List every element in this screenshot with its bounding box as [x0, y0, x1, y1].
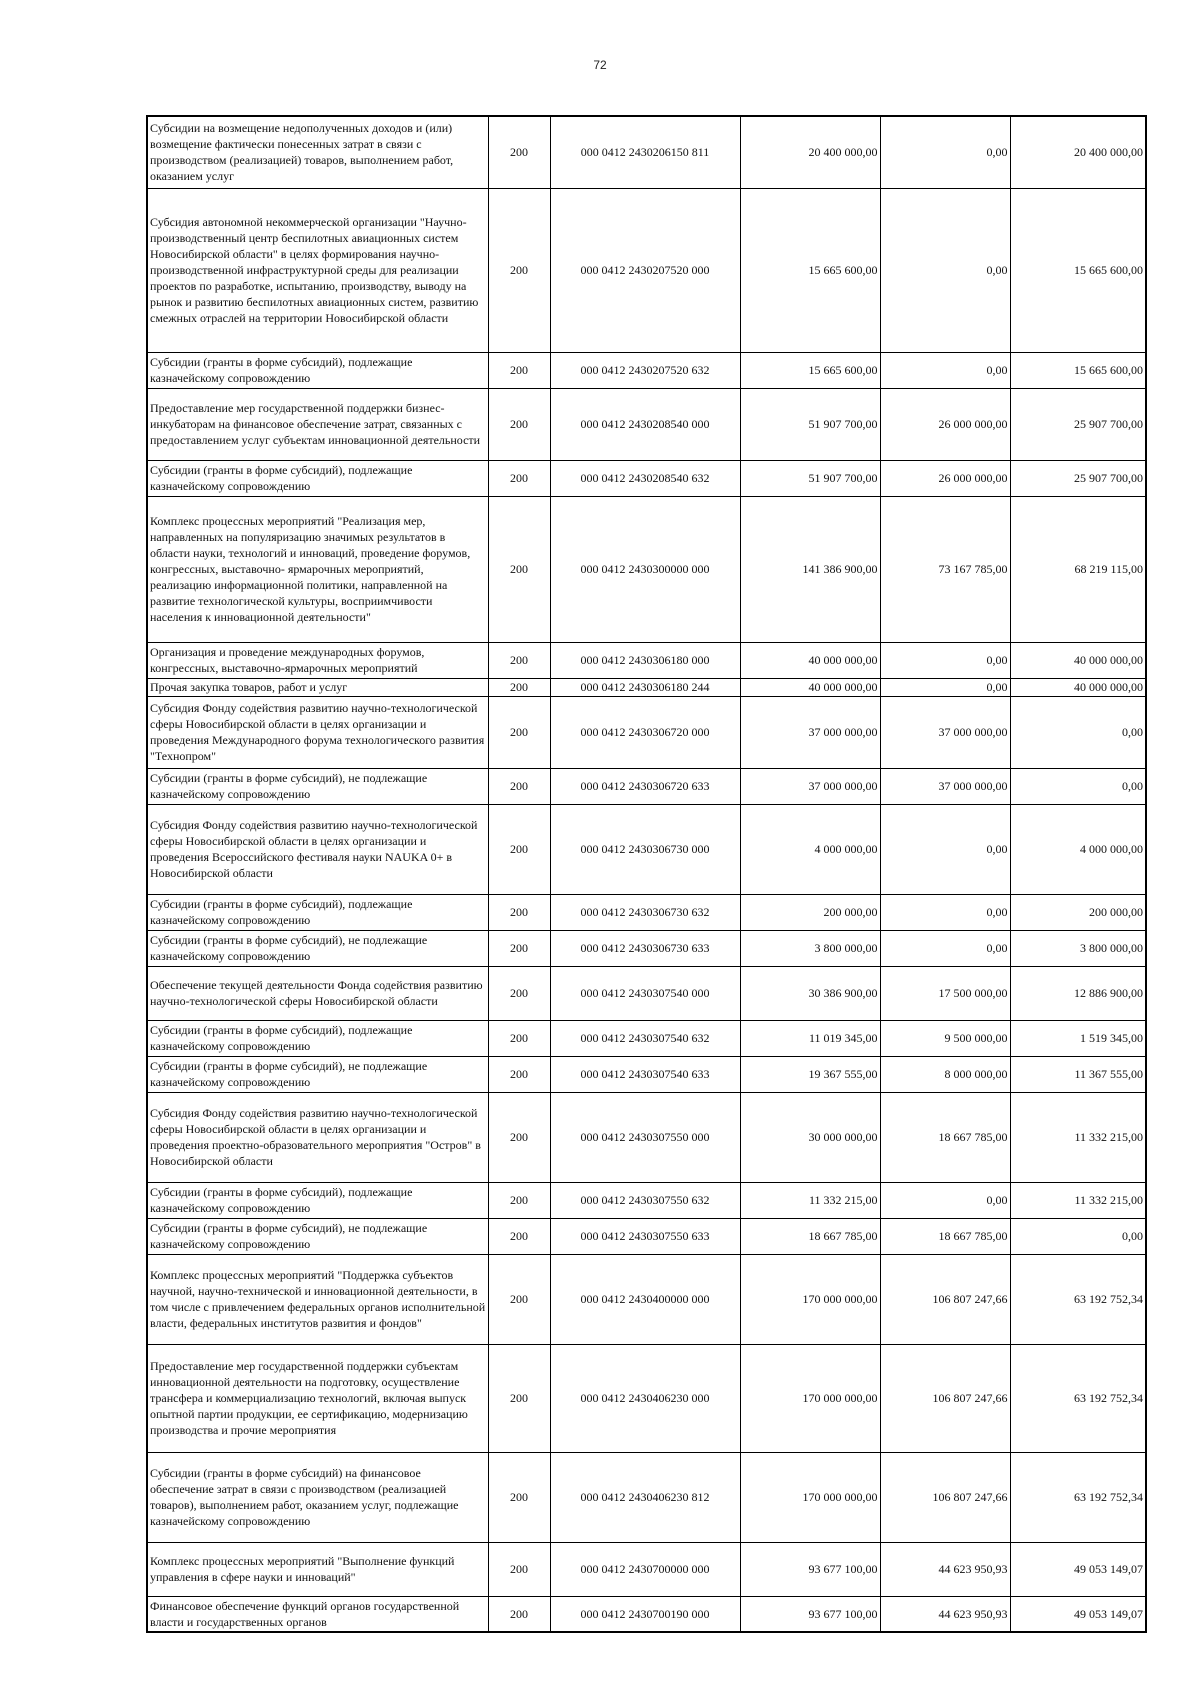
- row-approved-cell: 37 000 000,00: [740, 696, 880, 768]
- row-executed-cell: 0,00: [880, 894, 1010, 930]
- row-kbk-cell: 000 0412 2430206150 811: [550, 116, 740, 188]
- row-remaining-cell: 40 000 000,00: [1010, 642, 1146, 678]
- row-executed-cell: 106 807 247,66: [880, 1452, 1010, 1542]
- row-remaining-cell: 49 053 149,07: [1010, 1596, 1146, 1632]
- row-remaining-cell: 63 192 752,34: [1010, 1254, 1146, 1344]
- row-code-cell: 200: [488, 1020, 550, 1056]
- table-row: [147, 496, 1146, 642]
- row-executed-cell: 0,00: [880, 642, 1010, 678]
- row-kbk-cell: 000 0412 2430306720 000: [550, 696, 740, 768]
- row-remaining-cell: 11 332 215,00: [1010, 1092, 1146, 1182]
- table-row: [147, 388, 1146, 460]
- table-row: [147, 1182, 1146, 1218]
- row-executed-cell: 106 807 247,66: [880, 1344, 1010, 1452]
- row-approved-cell: 30 386 900,00: [740, 966, 880, 1020]
- row-approved-cell: 141 386 900,00: [740, 496, 880, 642]
- row-name-cell: Субсидии (гранты в форме субсидий), подлежащие казначейскому сопровождению: [147, 460, 488, 496]
- row-code-cell: 200: [488, 894, 550, 930]
- row-name-cell: Финансовое обеспечение функций органов государственной власти и государственных органов: [147, 1596, 488, 1632]
- row-kbk-cell: 000 0412 2430307550 632: [550, 1182, 740, 1218]
- row-remaining-cell: 0,00: [1010, 768, 1146, 804]
- row-code-cell: 200: [488, 352, 550, 388]
- row-approved-cell: 30 000 000,00: [740, 1092, 880, 1182]
- row-executed-cell: 73 167 785,00: [880, 496, 1010, 642]
- table-row: [147, 188, 1146, 352]
- row-remaining-cell: 25 907 700,00: [1010, 460, 1146, 496]
- row-kbk-cell: 000 0412 2430307550 633: [550, 1218, 740, 1254]
- table-row: [147, 1218, 1146, 1254]
- table-row: [147, 966, 1146, 1020]
- row-name-cell: Субсидии (гранты в форме субсидий), не подлежащие казначейскому сопровождению: [147, 930, 488, 966]
- row-approved-cell: 51 907 700,00: [740, 460, 880, 496]
- row-remaining-cell: 25 907 700,00: [1010, 388, 1146, 460]
- row-executed-cell: 44 623 950,93: [880, 1596, 1010, 1632]
- row-kbk-cell: 000 0412 2430406230 812: [550, 1452, 740, 1542]
- row-code-cell: 200: [488, 696, 550, 768]
- row-kbk-cell: 000 0412 2430207520 000: [550, 188, 740, 352]
- row-executed-cell: 18 667 785,00: [880, 1092, 1010, 1182]
- row-code-cell: 200: [488, 1452, 550, 1542]
- row-kbk-cell: 000 0412 2430208540 000: [550, 388, 740, 460]
- row-code-cell: 200: [488, 460, 550, 496]
- table-row: [147, 1254, 1146, 1344]
- row-approved-cell: 11 019 345,00: [740, 1020, 880, 1056]
- row-code-cell: 200: [488, 930, 550, 966]
- row-executed-cell: 44 623 950,93: [880, 1542, 1010, 1596]
- row-remaining-cell: 0,00: [1010, 1218, 1146, 1254]
- row-approved-cell: 93 677 100,00: [740, 1596, 880, 1632]
- row-remaining-cell: 11 367 555,00: [1010, 1056, 1146, 1092]
- row-code-cell: 200: [488, 768, 550, 804]
- row-code-cell: 200: [488, 804, 550, 894]
- row-code-cell: 200: [488, 1182, 550, 1218]
- row-code-cell: 200: [488, 1344, 550, 1452]
- row-executed-cell: 9 500 000,00: [880, 1020, 1010, 1056]
- row-kbk-cell: 000 0412 2430400000 000: [550, 1254, 740, 1344]
- row-executed-cell: 0,00: [880, 116, 1010, 188]
- table-row: [147, 1092, 1146, 1182]
- row-kbk-cell: 000 0412 2430306180 244: [550, 678, 740, 696]
- row-approved-cell: 170 000 000,00: [740, 1254, 880, 1344]
- row-remaining-cell: 15 665 600,00: [1010, 352, 1146, 388]
- row-executed-cell: 0,00: [880, 930, 1010, 966]
- row-code-cell: 200: [488, 388, 550, 460]
- row-name-cell: Субсидии на возмещение недополученных доходов и (или) возмещение фактически понесенных затрат в связи с производством (реализацией) товаров, выполнением работ, оказанием услуг: [147, 116, 488, 188]
- row-kbk-cell: 000 0412 2430307550 000: [550, 1092, 740, 1182]
- row-kbk-cell: 000 0412 2430307540 633: [550, 1056, 740, 1092]
- row-kbk-cell: 000 0412 2430207520 632: [550, 352, 740, 388]
- table-row: [147, 1344, 1146, 1452]
- row-approved-cell: 51 907 700,00: [740, 388, 880, 460]
- row-remaining-cell: 3 800 000,00: [1010, 930, 1146, 966]
- row-executed-cell: 0,00: [880, 188, 1010, 352]
- row-name-cell: Субсидия Фонду содействия развитию научно-технологической сферы Новосибирской области в целях организации и проведения Международного форума технологического развития "Технопром": [147, 696, 488, 768]
- row-name-cell: Субсидии (гранты в форме субсидий), подлежащие казначейскому сопровождению: [147, 1182, 488, 1218]
- table-row: [147, 1020, 1146, 1056]
- row-approved-cell: 93 677 100,00: [740, 1542, 880, 1596]
- row-executed-cell: 37 000 000,00: [880, 696, 1010, 768]
- row-remaining-cell: 20 400 000,00: [1010, 116, 1146, 188]
- budget-execution-table: [146, 115, 1147, 1633]
- table-row: [147, 1596, 1146, 1632]
- row-name-cell: Комплекс процессных мероприятий "Выполнение функций управления в сфере науки и инноваций": [147, 1542, 488, 1596]
- row-approved-cell: 19 367 555,00: [740, 1056, 880, 1092]
- row-approved-cell: 3 800 000,00: [740, 930, 880, 966]
- table-row: [147, 352, 1146, 388]
- row-name-cell: Предоставление мер государственной поддержки субъектам инновационной деятельности на подготовку, осуществление трансфера и коммерциализацию технологий, включая выпуск опытной партии продукции, ее сертификацию, модернизацию производства и прочие мероприятия: [147, 1344, 488, 1452]
- row-kbk-cell: 000 0412 2430306730 632: [550, 894, 740, 930]
- row-remaining-cell: 11 332 215,00: [1010, 1182, 1146, 1218]
- row-kbk-cell: 000 0412 2430306720 633: [550, 768, 740, 804]
- page-number: 72: [593, 58, 607, 72]
- row-executed-cell: 0,00: [880, 678, 1010, 696]
- row-code-cell: 200: [488, 1542, 550, 1596]
- table-row: [147, 696, 1146, 768]
- row-approved-cell: 40 000 000,00: [740, 678, 880, 696]
- row-approved-cell: 15 665 600,00: [740, 352, 880, 388]
- row-code-cell: 200: [488, 1254, 550, 1344]
- row-name-cell: Субсидии (гранты в форме субсидий), подлежащие казначейскому сопровождению: [147, 1020, 488, 1056]
- row-approved-cell: 170 000 000,00: [740, 1344, 880, 1452]
- row-code-cell: 200: [488, 1596, 550, 1632]
- row-kbk-cell: 000 0412 2430306730 000: [550, 804, 740, 894]
- row-name-cell: Субсидии (гранты в форме субсидий), не подлежащие казначейскому сопровождению: [147, 768, 488, 804]
- row-code-cell: 200: [488, 642, 550, 678]
- row-name-cell: Субсидии (гранты в форме субсидий), подлежащие казначейскому сопровождению: [147, 352, 488, 388]
- row-code-cell: 200: [488, 678, 550, 696]
- row-executed-cell: 0,00: [880, 352, 1010, 388]
- row-remaining-cell: 40 000 000,00: [1010, 678, 1146, 696]
- row-remaining-cell: 49 053 149,07: [1010, 1542, 1146, 1596]
- table-row: [147, 1542, 1146, 1596]
- row-code-cell: 200: [488, 1218, 550, 1254]
- row-name-cell: Субсидия Фонду содействия развитию научно-технологической сферы Новосибирской области в целях организации и проведения Всероссийского фестиваля науки NAUKA 0+ в Новосибирской области: [147, 804, 488, 894]
- table-body: [147, 116, 1146, 1632]
- row-name-cell: Субсидии (гранты в форме субсидий) на финансовое обеспечение затрат в связи с производством (реализацией товаров), выполнением работ, оказанием услуг, подлежащие казначейскому сопровождению: [147, 1452, 488, 1542]
- table-row: [147, 642, 1146, 678]
- row-remaining-cell: 63 192 752,34: [1010, 1452, 1146, 1542]
- row-executed-cell: 26 000 000,00: [880, 388, 1010, 460]
- row-code-cell: 200: [488, 188, 550, 352]
- row-name-cell: Прочая закупка товаров, работ и услуг: [147, 678, 488, 696]
- row-executed-cell: 8 000 000,00: [880, 1056, 1010, 1092]
- row-approved-cell: 37 000 000,00: [740, 768, 880, 804]
- table-row: [147, 116, 1146, 188]
- row-kbk-cell: 000 0412 2430700190 000: [550, 1596, 740, 1632]
- row-kbk-cell: 000 0412 2430306180 000: [550, 642, 740, 678]
- row-approved-cell: 4 000 000,00: [740, 804, 880, 894]
- row-remaining-cell: 0,00: [1010, 696, 1146, 768]
- row-remaining-cell: 12 886 900,00: [1010, 966, 1146, 1020]
- row-name-cell: Субсидия Фонду содействия развитию научно-технологической сферы Новосибирской области в целях организации и проведения проектно-образовательного мероприятия "Остров" в Новосибирской области: [147, 1092, 488, 1182]
- row-executed-cell: 26 000 000,00: [880, 460, 1010, 496]
- row-name-cell: Обеспечение текущей деятельности Фонда содействия развитию научно-технологической сферы Новосибирской области: [147, 966, 488, 1020]
- row-executed-cell: 106 807 247,66: [880, 1254, 1010, 1344]
- row-approved-cell: 20 400 000,00: [740, 116, 880, 188]
- row-code-cell: 200: [488, 496, 550, 642]
- row-code-cell: 200: [488, 1092, 550, 1182]
- row-executed-cell: 18 667 785,00: [880, 1218, 1010, 1254]
- row-approved-cell: 18 667 785,00: [740, 1218, 880, 1254]
- row-kbk-cell: 000 0412 2430306730 633: [550, 930, 740, 966]
- row-name-cell: Предоставление мер государственной поддержки бизнес-инкубаторам на финансовое обеспечение затрат, связанных с предоставлением услуг субъектам инновационной деятельности: [147, 388, 488, 460]
- table-row: [147, 678, 1146, 696]
- row-name-cell: Субсидии (гранты в форме субсидий), подлежащие казначейскому сопровождению: [147, 894, 488, 930]
- row-kbk-cell: 000 0412 2430307540 632: [550, 1020, 740, 1056]
- row-name-cell: Субсидии (гранты в форме субсидий), не подлежащие казначейскому сопровождению: [147, 1218, 488, 1254]
- row-approved-cell: 200 000,00: [740, 894, 880, 930]
- row-remaining-cell: 15 665 600,00: [1010, 188, 1146, 352]
- row-executed-cell: 0,00: [880, 1182, 1010, 1218]
- row-remaining-cell: 68 219 115,00: [1010, 496, 1146, 642]
- table-row: [147, 1452, 1146, 1542]
- row-kbk-cell: 000 0412 2430208540 632: [550, 460, 740, 496]
- row-kbk-cell: 000 0412 2430307540 000: [550, 966, 740, 1020]
- row-executed-cell: 17 500 000,00: [880, 966, 1010, 1020]
- row-remaining-cell: 63 192 752,34: [1010, 1344, 1146, 1452]
- table-row: [147, 460, 1146, 496]
- row-name-cell: Субсидия автономной некоммерческой организации "Научно-производственный центр беспилотных авиационных систем Новосибирской области" в целях формирования научно-производственной инфраструктурной среды для реализации проектов по разработке, испытанию, производству, выводу на рынок и развитию беспилотных авиационных систем, развитию смежных отраслей на территории Новосибирской области: [147, 188, 488, 352]
- row-remaining-cell: 4 000 000,00: [1010, 804, 1146, 894]
- row-approved-cell: 170 000 000,00: [740, 1452, 880, 1542]
- row-name-cell: Организация и проведение международных форумов, конгрессных, выставочно-ярмарочных мероприятий: [147, 642, 488, 678]
- row-kbk-cell: 000 0412 2430300000 000: [550, 496, 740, 642]
- table-row: [147, 804, 1146, 894]
- row-kbk-cell: 000 0412 2430406230 000: [550, 1344, 740, 1452]
- table-row: [147, 894, 1146, 930]
- row-name-cell: Комплекс процессных мероприятий "Поддержка субъектов научной, научно-технической и инновационной деятельности, в том числе с привлечением федеральных органов исполнительной власти, федеральных институтов развития и фондов": [147, 1254, 488, 1344]
- table-row: [147, 930, 1146, 966]
- table-row: [147, 768, 1146, 804]
- row-remaining-cell: 1 519 345,00: [1010, 1020, 1146, 1056]
- row-code-cell: 200: [488, 966, 550, 1020]
- row-approved-cell: 40 000 000,00: [740, 642, 880, 678]
- row-executed-cell: 37 000 000,00: [880, 768, 1010, 804]
- table-row: [147, 1056, 1146, 1092]
- row-name-cell: Комплекс процессных мероприятий "Реализация мер, направленных на популяризацию значимых результатов в области науки, технологий и инноваций, проведение форумов, конгрессных, выставочно- ярмарочных мероприятий, реализацию информационной политики, направленной на развитие технологической культуры, восприимчивости населения к инновационной деятельности": [147, 496, 488, 642]
- row-approved-cell: 11 332 215,00: [740, 1182, 880, 1218]
- row-code-cell: 200: [488, 116, 550, 188]
- row-remaining-cell: 200 000,00: [1010, 894, 1146, 930]
- row-kbk-cell: 000 0412 2430700000 000: [550, 1542, 740, 1596]
- row-approved-cell: 15 665 600,00: [740, 188, 880, 352]
- row-code-cell: 200: [488, 1056, 550, 1092]
- row-name-cell: Субсидии (гранты в форме субсидий), не подлежащие казначейскому сопровождению: [147, 1056, 488, 1092]
- row-executed-cell: 0,00: [880, 804, 1010, 894]
